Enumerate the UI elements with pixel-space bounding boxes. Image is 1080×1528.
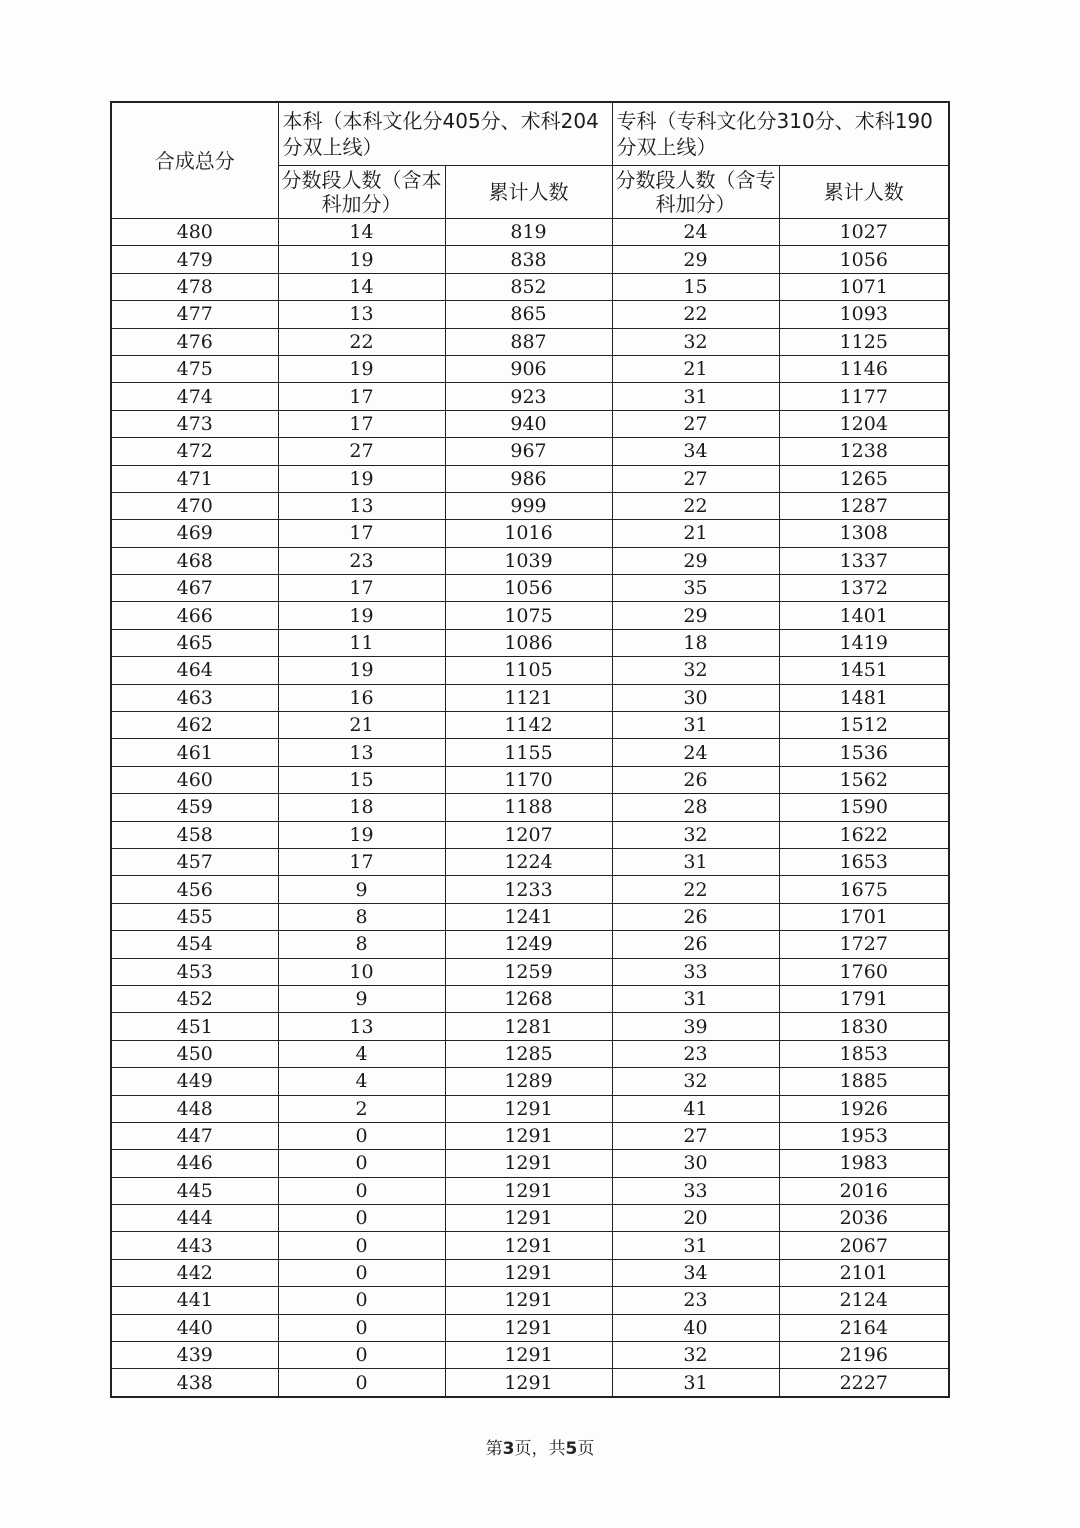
cell-undergrad-segment: 9	[278, 876, 445, 903]
table-row	[111, 657, 949, 684]
cell-junior-segment: 31	[612, 712, 779, 739]
cell-undergrad-segment: 17	[278, 520, 445, 547]
table-row	[111, 1314, 949, 1341]
cell-junior-cumulative: 1536	[779, 739, 949, 766]
cell-junior-segment: 29	[612, 602, 779, 629]
cell-junior-cumulative: 2067	[779, 1232, 949, 1259]
cell-total-score: 457	[111, 848, 278, 875]
table-row	[111, 410, 949, 437]
cell-total-score: 479	[111, 246, 278, 273]
cell-undergrad-cumulative: 1105	[445, 657, 612, 684]
header-undergrad-segment: 分数段人数（含本科加分）	[278, 166, 445, 219]
cell-junior-cumulative: 2124	[779, 1287, 949, 1314]
cell-undergrad-segment: 4	[278, 1068, 445, 1095]
cell-junior-segment: 32	[612, 657, 779, 684]
cell-undergrad-segment: 19	[278, 821, 445, 848]
cell-undergrad-segment: 0	[278, 1369, 445, 1397]
table-row	[111, 958, 949, 985]
table-row	[111, 492, 949, 519]
table-row	[111, 465, 949, 492]
footer-total-pages: 5	[565, 1439, 578, 1459]
cell-undergrad-segment: 19	[278, 246, 445, 273]
cell-undergrad-segment: 0	[278, 1287, 445, 1314]
cell-junior-cumulative: 1401	[779, 602, 949, 629]
cell-undergrad-cumulative: 1249	[445, 931, 612, 958]
cell-total-score: 466	[111, 602, 278, 629]
page-footer	[0, 1434, 1080, 1459]
cell-junior-segment: 33	[612, 1177, 779, 1204]
cell-undergrad-cumulative: 1224	[445, 848, 612, 875]
cell-total-score: 442	[111, 1259, 278, 1286]
cell-undergrad-segment: 9	[278, 985, 445, 1012]
cell-junior-cumulative: 1926	[779, 1095, 949, 1122]
cell-junior-cumulative: 1590	[779, 794, 949, 821]
cell-undergrad-segment: 8	[278, 931, 445, 958]
cell-junior-cumulative: 1337	[779, 547, 949, 574]
cell-junior-segment: 22	[612, 876, 779, 903]
cell-junior-cumulative: 1512	[779, 712, 949, 739]
cell-undergrad-cumulative: 1170	[445, 766, 612, 793]
header-undergrad-cumulative: 累计人数	[445, 166, 612, 219]
cell-undergrad-segment: 0	[278, 1259, 445, 1286]
cell-total-score: 480	[111, 219, 278, 246]
table-row	[111, 794, 949, 821]
footer-suffix: 页	[577, 1439, 595, 1459]
cell-undergrad-cumulative: 838	[445, 246, 612, 273]
table-row	[111, 575, 949, 602]
header-total-score: 合成总分	[111, 102, 278, 219]
cell-undergrad-cumulative: 906	[445, 355, 612, 382]
cell-junior-segment: 29	[612, 547, 779, 574]
cell-total-score: 440	[111, 1314, 278, 1341]
cell-junior-cumulative: 1419	[779, 629, 949, 656]
cell-undergrad-cumulative: 1291	[445, 1232, 612, 1259]
cell-undergrad-cumulative: 1241	[445, 903, 612, 930]
cell-total-score: 464	[111, 657, 278, 684]
cell-undergrad-segment: 17	[278, 848, 445, 875]
header-row-groups	[111, 102, 949, 166]
cell-junior-cumulative: 1653	[779, 848, 949, 875]
cell-junior-cumulative: 1760	[779, 958, 949, 985]
cell-junior-cumulative: 1481	[779, 684, 949, 711]
cell-undergrad-segment: 19	[278, 657, 445, 684]
cell-junior-cumulative: 1853	[779, 1040, 949, 1067]
table-row	[111, 876, 949, 903]
table-row	[111, 931, 949, 958]
cell-total-score: 447	[111, 1122, 278, 1149]
cell-total-score: 467	[111, 575, 278, 602]
cell-undergrad-segment: 0	[278, 1122, 445, 1149]
cell-junior-segment: 23	[612, 1040, 779, 1067]
cell-junior-cumulative: 1451	[779, 657, 949, 684]
cell-undergrad-cumulative: 887	[445, 328, 612, 355]
cell-undergrad-cumulative: 1291	[445, 1205, 612, 1232]
footer-page-number: 3	[502, 1439, 515, 1459]
cell-junior-segment: 29	[612, 246, 779, 273]
cell-undergrad-segment: 22	[278, 328, 445, 355]
cell-undergrad-cumulative: 1075	[445, 602, 612, 629]
table-row	[111, 383, 949, 410]
cell-undergrad-cumulative: 865	[445, 301, 612, 328]
header-junior-group: 专科（专科文化分310分、术科190分双上线）	[612, 102, 949, 166]
table-row	[111, 712, 949, 739]
cell-undergrad-cumulative: 986	[445, 465, 612, 492]
cell-junior-cumulative: 1701	[779, 903, 949, 930]
cell-total-score: 473	[111, 410, 278, 437]
cell-undergrad-cumulative: 1268	[445, 985, 612, 1012]
cell-junior-cumulative: 1983	[779, 1150, 949, 1177]
cell-total-score: 444	[111, 1205, 278, 1232]
table-row	[111, 903, 949, 930]
cell-undergrad-segment: 19	[278, 602, 445, 629]
table-row	[111, 1259, 949, 1286]
table-row	[111, 328, 949, 355]
cell-undergrad-cumulative: 1188	[445, 794, 612, 821]
cell-junior-segment: 27	[612, 410, 779, 437]
cell-undergrad-cumulative: 1291	[445, 1122, 612, 1149]
table-row	[111, 520, 949, 547]
cell-undergrad-cumulative: 1291	[445, 1369, 612, 1397]
cell-undergrad-segment: 14	[278, 219, 445, 246]
cell-undergrad-cumulative: 1259	[445, 958, 612, 985]
cell-undergrad-segment: 2	[278, 1095, 445, 1122]
cell-junior-segment: 26	[612, 903, 779, 930]
cell-junior-cumulative: 1308	[779, 520, 949, 547]
cell-total-score: 452	[111, 985, 278, 1012]
cell-undergrad-segment: 18	[278, 794, 445, 821]
cell-junior-segment: 24	[612, 739, 779, 766]
cell-junior-segment: 31	[612, 1232, 779, 1259]
cell-total-score: 474	[111, 383, 278, 410]
cell-junior-segment: 22	[612, 301, 779, 328]
cell-undergrad-segment: 13	[278, 1013, 445, 1040]
cell-junior-segment: 31	[612, 848, 779, 875]
cell-junior-segment: 21	[612, 520, 779, 547]
cell-undergrad-cumulative: 940	[445, 410, 612, 437]
cell-junior-segment: 30	[612, 684, 779, 711]
cell-undergrad-segment: 19	[278, 465, 445, 492]
cell-junior-segment: 23	[612, 1287, 779, 1314]
cell-undergrad-segment: 16	[278, 684, 445, 711]
header-junior-segment: 分数段人数（含专科加分）	[612, 166, 779, 219]
cell-junior-segment: 26	[612, 931, 779, 958]
header-undergrad-group: 本科（本科文化分405分、术科204分双上线）	[278, 102, 612, 166]
cell-total-score: 469	[111, 520, 278, 547]
cell-total-score: 446	[111, 1150, 278, 1177]
cell-undergrad-segment: 13	[278, 492, 445, 519]
cell-junior-segment: 31	[612, 1369, 779, 1397]
table-row	[111, 301, 949, 328]
cell-junior-cumulative: 1027	[779, 219, 949, 246]
cell-junior-segment: 35	[612, 575, 779, 602]
table-row	[111, 821, 949, 848]
cell-junior-segment: 41	[612, 1095, 779, 1122]
table-row	[111, 1095, 949, 1122]
cell-junior-cumulative: 1562	[779, 766, 949, 793]
table-row	[111, 1150, 949, 1177]
cell-total-score: 443	[111, 1232, 278, 1259]
score-distribution-table	[110, 101, 950, 1398]
cell-junior-segment: 26	[612, 766, 779, 793]
table-row	[111, 246, 949, 273]
cell-undergrad-segment: 0	[278, 1232, 445, 1259]
cell-junior-segment: 39	[612, 1013, 779, 1040]
cell-undergrad-segment: 10	[278, 958, 445, 985]
cell-junior-segment: 21	[612, 355, 779, 382]
cell-junior-segment: 40	[612, 1314, 779, 1341]
cell-total-score: 458	[111, 821, 278, 848]
table-row	[111, 1013, 949, 1040]
table-row	[111, 985, 949, 1012]
table-row	[111, 1287, 949, 1314]
cell-total-score: 460	[111, 766, 278, 793]
cell-junior-segment: 31	[612, 985, 779, 1012]
cell-undergrad-cumulative: 852	[445, 273, 612, 300]
cell-undergrad-segment: 21	[278, 712, 445, 739]
table-body	[111, 219, 949, 1397]
cell-total-score: 451	[111, 1013, 278, 1040]
cell-junior-segment: 33	[612, 958, 779, 985]
cell-total-score: 455	[111, 903, 278, 930]
table-row	[111, 1232, 949, 1259]
cell-junior-cumulative: 2036	[779, 1205, 949, 1232]
table-row	[111, 1040, 949, 1067]
cell-total-score: 472	[111, 438, 278, 465]
cell-junior-segment: 27	[612, 465, 779, 492]
cell-total-score: 448	[111, 1095, 278, 1122]
table-row	[111, 1205, 949, 1232]
table-row	[111, 739, 949, 766]
cell-undergrad-segment: 0	[278, 1342, 445, 1369]
cell-total-score: 471	[111, 465, 278, 492]
cell-total-score: 462	[111, 712, 278, 739]
cell-junior-cumulative: 1287	[779, 492, 949, 519]
cell-junior-cumulative: 1622	[779, 821, 949, 848]
header-junior-cumulative: 累计人数	[779, 166, 949, 219]
footer-prefix: 第	[485, 1439, 503, 1459]
cell-undergrad-segment: 15	[278, 766, 445, 793]
cell-undergrad-segment: 0	[278, 1205, 445, 1232]
table-row	[111, 438, 949, 465]
cell-total-score: 465	[111, 629, 278, 656]
cell-undergrad-segment: 13	[278, 739, 445, 766]
cell-total-score: 456	[111, 876, 278, 903]
cell-undergrad-cumulative: 1233	[445, 876, 612, 903]
cell-undergrad-cumulative: 923	[445, 383, 612, 410]
cell-total-score: 438	[111, 1369, 278, 1397]
cell-undergrad-cumulative: 1056	[445, 575, 612, 602]
cell-undergrad-cumulative: 1291	[445, 1314, 612, 1341]
cell-total-score: 454	[111, 931, 278, 958]
cell-undergrad-segment: 14	[278, 273, 445, 300]
cell-junior-cumulative: 1204	[779, 410, 949, 437]
cell-undergrad-segment: 8	[278, 903, 445, 930]
cell-junior-cumulative: 1125	[779, 328, 949, 355]
cell-junior-segment: 32	[612, 1342, 779, 1369]
cell-undergrad-segment: 11	[278, 629, 445, 656]
cell-junior-segment: 24	[612, 219, 779, 246]
table-row	[111, 547, 949, 574]
cell-junior-segment: 34	[612, 1259, 779, 1286]
cell-undergrad-cumulative: 1039	[445, 547, 612, 574]
cell-junior-segment: 20	[612, 1205, 779, 1232]
cell-undergrad-segment: 27	[278, 438, 445, 465]
cell-undergrad-cumulative: 1289	[445, 1068, 612, 1095]
cell-junior-cumulative: 1372	[779, 575, 949, 602]
cell-undergrad-segment: 0	[278, 1177, 445, 1204]
cell-undergrad-cumulative: 1281	[445, 1013, 612, 1040]
cell-undergrad-cumulative: 1142	[445, 712, 612, 739]
table-row	[111, 684, 949, 711]
cell-undergrad-cumulative: 1291	[445, 1150, 612, 1177]
cell-junior-cumulative: 1727	[779, 931, 949, 958]
cell-undergrad-cumulative: 1086	[445, 629, 612, 656]
cell-junior-cumulative: 1953	[779, 1122, 949, 1149]
cell-junior-cumulative: 2016	[779, 1177, 949, 1204]
cell-junior-cumulative: 2196	[779, 1342, 949, 1369]
cell-junior-cumulative: 1265	[779, 465, 949, 492]
cell-junior-cumulative: 1056	[779, 246, 949, 273]
cell-undergrad-cumulative: 1291	[445, 1342, 612, 1369]
cell-total-score: 463	[111, 684, 278, 711]
table-row	[111, 1369, 949, 1397]
cell-undergrad-segment: 17	[278, 383, 445, 410]
footer-middle: 页，共	[514, 1439, 566, 1459]
cell-undergrad-segment: 4	[278, 1040, 445, 1067]
cell-total-score: 449	[111, 1068, 278, 1095]
cell-junior-segment: 27	[612, 1122, 779, 1149]
cell-undergrad-cumulative: 819	[445, 219, 612, 246]
cell-junior-cumulative: 1093	[779, 301, 949, 328]
table-row	[111, 1177, 949, 1204]
table-row	[111, 1068, 949, 1095]
cell-junior-segment: 15	[612, 273, 779, 300]
cell-junior-cumulative: 1177	[779, 383, 949, 410]
cell-total-score: 478	[111, 273, 278, 300]
cell-undergrad-cumulative: 1291	[445, 1287, 612, 1314]
cell-total-score: 445	[111, 1177, 278, 1204]
cell-undergrad-cumulative: 1121	[445, 684, 612, 711]
table-row	[111, 273, 949, 300]
table-row	[111, 629, 949, 656]
cell-undergrad-segment: 13	[278, 301, 445, 328]
cell-undergrad-cumulative: 1207	[445, 821, 612, 848]
cell-junior-segment: 18	[612, 629, 779, 656]
table-row	[111, 848, 949, 875]
cell-undergrad-segment: 19	[278, 355, 445, 382]
cell-total-score: 450	[111, 1040, 278, 1067]
cell-junior-cumulative: 2101	[779, 1259, 949, 1286]
cell-total-score: 459	[111, 794, 278, 821]
cell-junior-segment: 28	[612, 794, 779, 821]
table-row	[111, 602, 949, 629]
cell-total-score: 470	[111, 492, 278, 519]
cell-junior-cumulative: 2227	[779, 1369, 949, 1397]
cell-junior-cumulative: 1071	[779, 273, 949, 300]
cell-undergrad-cumulative: 1155	[445, 739, 612, 766]
table-row	[111, 1122, 949, 1149]
cell-junior-cumulative: 1791	[779, 985, 949, 1012]
table-row	[111, 766, 949, 793]
cell-total-score: 477	[111, 301, 278, 328]
cell-junior-segment: 34	[612, 438, 779, 465]
cell-undergrad-cumulative: 1291	[445, 1095, 612, 1122]
cell-junior-segment: 31	[612, 383, 779, 410]
cell-undergrad-segment: 0	[278, 1150, 445, 1177]
cell-undergrad-cumulative: 1016	[445, 520, 612, 547]
cell-total-score: 476	[111, 328, 278, 355]
cell-junior-cumulative: 1146	[779, 355, 949, 382]
cell-junior-segment: 30	[612, 1150, 779, 1177]
table-row	[111, 355, 949, 382]
table-row	[111, 1342, 949, 1369]
cell-junior-cumulative: 1238	[779, 438, 949, 465]
cell-undergrad-segment: 0	[278, 1314, 445, 1341]
cell-junior-segment: 32	[612, 328, 779, 355]
cell-junior-cumulative: 1885	[779, 1068, 949, 1095]
cell-junior-segment: 22	[612, 492, 779, 519]
cell-total-score: 468	[111, 547, 278, 574]
cell-total-score: 475	[111, 355, 278, 382]
cell-junior-segment: 32	[612, 821, 779, 848]
cell-undergrad-cumulative: 1291	[445, 1177, 612, 1204]
cell-junior-cumulative: 2164	[779, 1314, 949, 1341]
table-row	[111, 219, 949, 246]
cell-undergrad-cumulative: 1291	[445, 1259, 612, 1286]
cell-total-score: 441	[111, 1287, 278, 1314]
cell-undergrad-segment: 17	[278, 410, 445, 437]
cell-total-score: 461	[111, 739, 278, 766]
cell-undergrad-cumulative: 999	[445, 492, 612, 519]
cell-junior-cumulative: 1675	[779, 876, 949, 903]
cell-junior-cumulative: 1830	[779, 1013, 949, 1040]
cell-undergrad-cumulative: 1285	[445, 1040, 612, 1067]
cell-junior-segment: 32	[612, 1068, 779, 1095]
cell-undergrad-cumulative: 967	[445, 438, 612, 465]
cell-total-score: 439	[111, 1342, 278, 1369]
cell-undergrad-segment: 17	[278, 575, 445, 602]
cell-total-score: 453	[111, 958, 278, 985]
cell-undergrad-segment: 23	[278, 547, 445, 574]
